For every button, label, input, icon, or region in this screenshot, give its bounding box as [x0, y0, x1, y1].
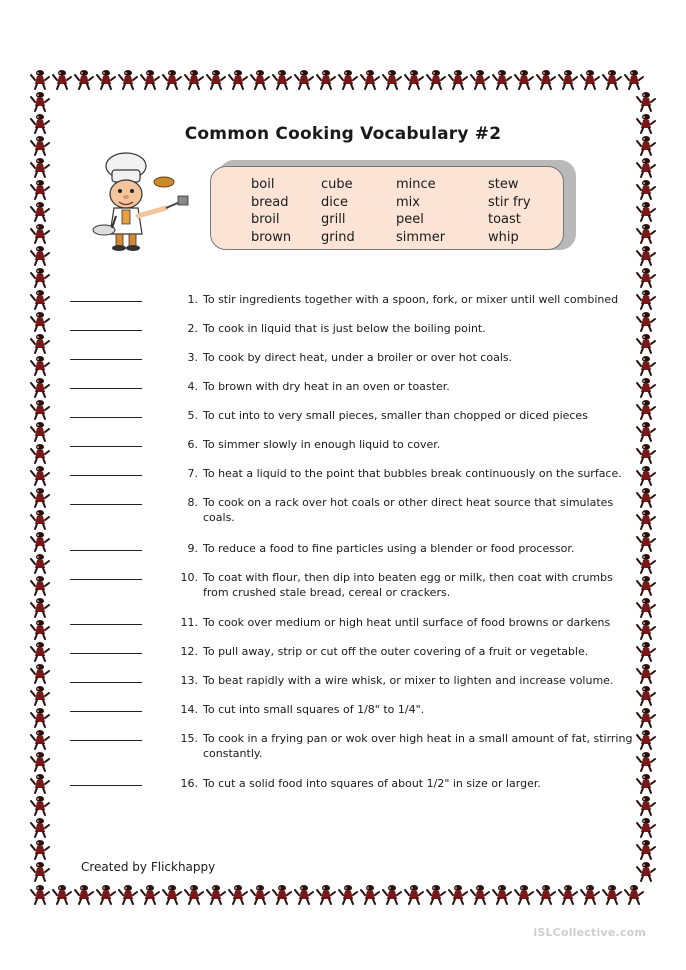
border-motif: [603, 885, 621, 904]
border-motif: [405, 70, 423, 89]
question-number: 16.: [180, 777, 198, 790]
question-text: To cut a solid food into squares of about 1/2" in size or larger.: [203, 777, 541, 790]
border-motif: [31, 730, 49, 749]
answer-blank[interactable]: [70, 301, 142, 302]
border-motif: [75, 885, 93, 904]
border-motif: [625, 885, 643, 904]
border-motif: [427, 885, 445, 904]
border-motif: [637, 356, 655, 375]
border-motif: [637, 576, 655, 595]
border-motif: [31, 444, 49, 463]
answer-blank[interactable]: [70, 653, 142, 654]
border-motif: [637, 202, 655, 221]
border-motif: [31, 642, 49, 661]
word-bank-word: toast: [488, 212, 521, 227]
answer-blank[interactable]: [70, 475, 142, 476]
question-text: To cut into small squares of 1/8" to 1/4".: [203, 703, 425, 716]
word-bank-word: mix: [396, 194, 420, 210]
border-motif: [637, 730, 655, 749]
border-motif: [31, 774, 49, 793]
border-motif: [31, 488, 49, 507]
answer-blank[interactable]: [70, 785, 142, 786]
border-motif: [185, 70, 203, 89]
question-text: To reduce a food to fine particles using a blender or food processor.: [203, 542, 575, 555]
border-motif: [31, 312, 49, 331]
border-motif: [637, 620, 655, 639]
border-motif: [31, 158, 49, 177]
question-number: 10.: [180, 571, 198, 584]
border-motif: [31, 532, 49, 551]
question-number: 14.: [180, 703, 198, 716]
border-motif: [449, 885, 467, 904]
border-motif: [31, 796, 49, 815]
border-motif: [207, 885, 225, 904]
border-motif: [31, 885, 49, 904]
answer-blank[interactable]: [70, 330, 142, 331]
question-text: To cook in liquid that is just below the boiling point.: [203, 322, 486, 335]
border-motif: [537, 70, 555, 89]
border-motif: [559, 885, 577, 904]
border-motif: [31, 576, 49, 595]
question-text: To cook by direct heat, under a broiler or over hot coals.: [203, 351, 513, 364]
question-number: 8.: [187, 496, 198, 509]
border-motif: [637, 862, 655, 881]
border-motif: [637, 686, 655, 705]
border-motif: [637, 224, 655, 243]
word-bank-word: stir fry: [488, 194, 531, 210]
word-bank-word: mince: [396, 177, 436, 192]
border-motif: [31, 268, 49, 287]
question-number: 4.: [187, 380, 198, 393]
border-motif: [31, 862, 49, 881]
border-motif: [31, 92, 49, 111]
word-bank-word: whip: [488, 229, 519, 245]
border-motif: [31, 686, 49, 705]
border-motif: [471, 70, 489, 89]
border-motif: [515, 885, 533, 904]
question-text: To coat with flour, then dip into beaten egg or milk, then coat with crumbs from crushed stale bread, cereal or crackers.: [203, 571, 613, 599]
border-motif: [361, 70, 379, 89]
border-motif: [637, 664, 655, 683]
word-bank-word: broil: [251, 212, 280, 227]
border-motif: [31, 356, 49, 375]
border-motif: [31, 224, 49, 243]
answer-blank[interactable]: [70, 624, 142, 625]
border-motif: [361, 885, 379, 904]
word-bank-word: grill: [321, 212, 346, 227]
question-number: 6.: [187, 438, 198, 451]
border-motif: [339, 70, 357, 89]
border-motif: [31, 70, 49, 89]
question-number: 2.: [187, 322, 198, 335]
border-motif: [31, 400, 49, 419]
answer-blank[interactable]: [70, 417, 142, 418]
question-text: To simmer slowly in enough liquid to cover.: [203, 438, 441, 451]
page-title: Common Cooking Vocabulary #2: [184, 124, 502, 144]
border-motif: [637, 642, 655, 661]
border-motif: [493, 70, 511, 89]
question-text: To cook over medium or high heat until surface of food browns or darkens: [203, 616, 611, 629]
answer-blank[interactable]: [70, 740, 142, 741]
border-motif: [273, 885, 291, 904]
chef-illustration: [92, 150, 202, 254]
question-text: To heat a liquid to the point that bubbles break continuously on the surface.: [203, 467, 622, 480]
border-motif: [163, 70, 181, 89]
border-motif: [637, 796, 655, 815]
border-motif: [637, 466, 655, 485]
border-motif: [31, 818, 49, 837]
border-motif: [31, 202, 49, 221]
word-bank-word: stew: [488, 177, 519, 192]
border-motif: [31, 180, 49, 199]
border-motif: [559, 70, 577, 89]
border-motif: [449, 70, 467, 89]
border-motif: [141, 70, 159, 89]
border-motif: [31, 554, 49, 573]
border-motif: [637, 554, 655, 573]
border-motif: [339, 885, 357, 904]
border-motif: [471, 885, 489, 904]
border-motif: [31, 246, 49, 265]
border-motif: [537, 885, 555, 904]
border-motif: [637, 510, 655, 529]
border-motif: [493, 885, 511, 904]
border-motif: [637, 268, 655, 287]
border-motif: [163, 885, 181, 904]
border-motif: [637, 752, 655, 771]
question-number: 3.: [187, 351, 198, 364]
border-motif: [637, 290, 655, 309]
border-motif: [141, 885, 159, 904]
border-motif: [295, 885, 313, 904]
border-motif: [31, 708, 49, 727]
border-motif: [119, 885, 137, 904]
answer-blank[interactable]: [70, 579, 142, 580]
border-motif: [31, 620, 49, 639]
border-motif: [31, 752, 49, 771]
site-watermark: iSLCollective.com: [533, 926, 646, 939]
border-motif: [317, 885, 335, 904]
border-motif: [207, 70, 225, 89]
border-motif: [637, 774, 655, 793]
border-motif: [97, 70, 115, 89]
border-motif: [637, 532, 655, 551]
border-motif: [603, 70, 621, 89]
word-bank-word: dice: [321, 194, 349, 210]
word-bank-word: boil: [251, 177, 275, 192]
border-motif: [383, 885, 401, 904]
border-motif: [637, 92, 655, 111]
word-bank-word: brown: [251, 229, 292, 245]
border-motif: [97, 885, 115, 904]
question-number: 12.: [180, 645, 198, 658]
question-number: 13.: [180, 674, 198, 687]
question-text: To stir ingredients together with a spoon, fork, or mixer until well combined: [203, 293, 619, 306]
border-motif: [515, 70, 533, 89]
border-motif: [637, 598, 655, 617]
border-motif: [119, 70, 137, 89]
answer-blank[interactable]: [70, 550, 142, 551]
word-bank-column: [251, 176, 291, 246]
answer-blank[interactable]: [70, 504, 142, 505]
question-text: To cut into to very small pieces, smaller than chopped or diced pieces: [203, 409, 588, 422]
border-motif: [31, 510, 49, 529]
border-motif: [31, 664, 49, 683]
question-number: 5.: [187, 409, 198, 422]
question-text: To pull away, strip or cut off the outer covering of a fruit or vegetable.: [203, 645, 589, 658]
border-motif: [185, 885, 203, 904]
word-bank: [210, 166, 564, 250]
question-text: To brown with dry heat in an oven or toaster.: [203, 380, 450, 393]
border-motif: [229, 885, 247, 904]
question-text: To beat rapidly with a wire whisk, or mixer to lighten and increase volume.: [203, 674, 614, 687]
border-motif: [637, 378, 655, 397]
border-motif: [427, 70, 445, 89]
word-bank-column: [396, 176, 445, 246]
border-motif: [31, 290, 49, 309]
question-number: 7.: [187, 467, 198, 480]
question-text: To cook in a frying pan or wok over high heat in a small amount of fat, stirring constantly.: [203, 732, 633, 760]
word-bank-word: grind: [321, 229, 355, 245]
border-motif: [637, 334, 655, 353]
border-motif: [75, 70, 93, 89]
border-motif: [405, 885, 423, 904]
border-motif: [251, 70, 269, 89]
word-bank-word: cube: [321, 177, 353, 192]
answer-blank[interactable]: [70, 359, 142, 360]
question-text: To cook on a rack over hot coals or other direct heat source that simulates coals.: [203, 496, 614, 524]
question-number: 9.: [187, 542, 198, 555]
border-motif: [637, 400, 655, 419]
border-motif: [383, 70, 401, 89]
word-bank-word: bread: [251, 194, 289, 210]
border-motif: [251, 885, 269, 904]
author-credit: Created by Flickhappy: [81, 860, 216, 874]
border-motif: [31, 378, 49, 397]
border-motif: [581, 885, 599, 904]
border-motif: [637, 708, 655, 727]
border-motif: [637, 180, 655, 199]
answer-blank[interactable]: [70, 682, 142, 683]
border-motif: [295, 70, 313, 89]
border-motif: [637, 158, 655, 177]
border-motif: [53, 70, 71, 89]
answer-blank[interactable]: [70, 446, 142, 447]
border-motif: [637, 840, 655, 859]
word-bank-column: [488, 176, 531, 246]
border-motif: [273, 70, 291, 89]
question-number: 11.: [180, 616, 198, 629]
border-motif: [53, 885, 71, 904]
border-motif: [31, 840, 49, 859]
border-motif: [31, 422, 49, 441]
border-motif: [317, 70, 335, 89]
question-number: 15.: [180, 732, 198, 745]
question-number: 1.: [187, 293, 198, 306]
border-motif: [625, 70, 643, 89]
border-motif: [637, 444, 655, 463]
answer-blank[interactable]: [70, 711, 142, 712]
border-motif: [637, 818, 655, 837]
border-motif: [31, 598, 49, 617]
border-motif: [229, 70, 247, 89]
border-motif: [637, 312, 655, 331]
word-bank-column: [321, 176, 355, 246]
border-motif: [637, 422, 655, 441]
border-motif: [31, 466, 49, 485]
border-motif: [581, 70, 599, 89]
border-motif: [637, 246, 655, 265]
border-motif: [637, 488, 655, 507]
border-motif: [31, 334, 49, 353]
word-bank-word: simmer: [396, 229, 446, 245]
answer-blank[interactable]: [70, 388, 142, 389]
word-bank-word: peel: [396, 212, 424, 227]
